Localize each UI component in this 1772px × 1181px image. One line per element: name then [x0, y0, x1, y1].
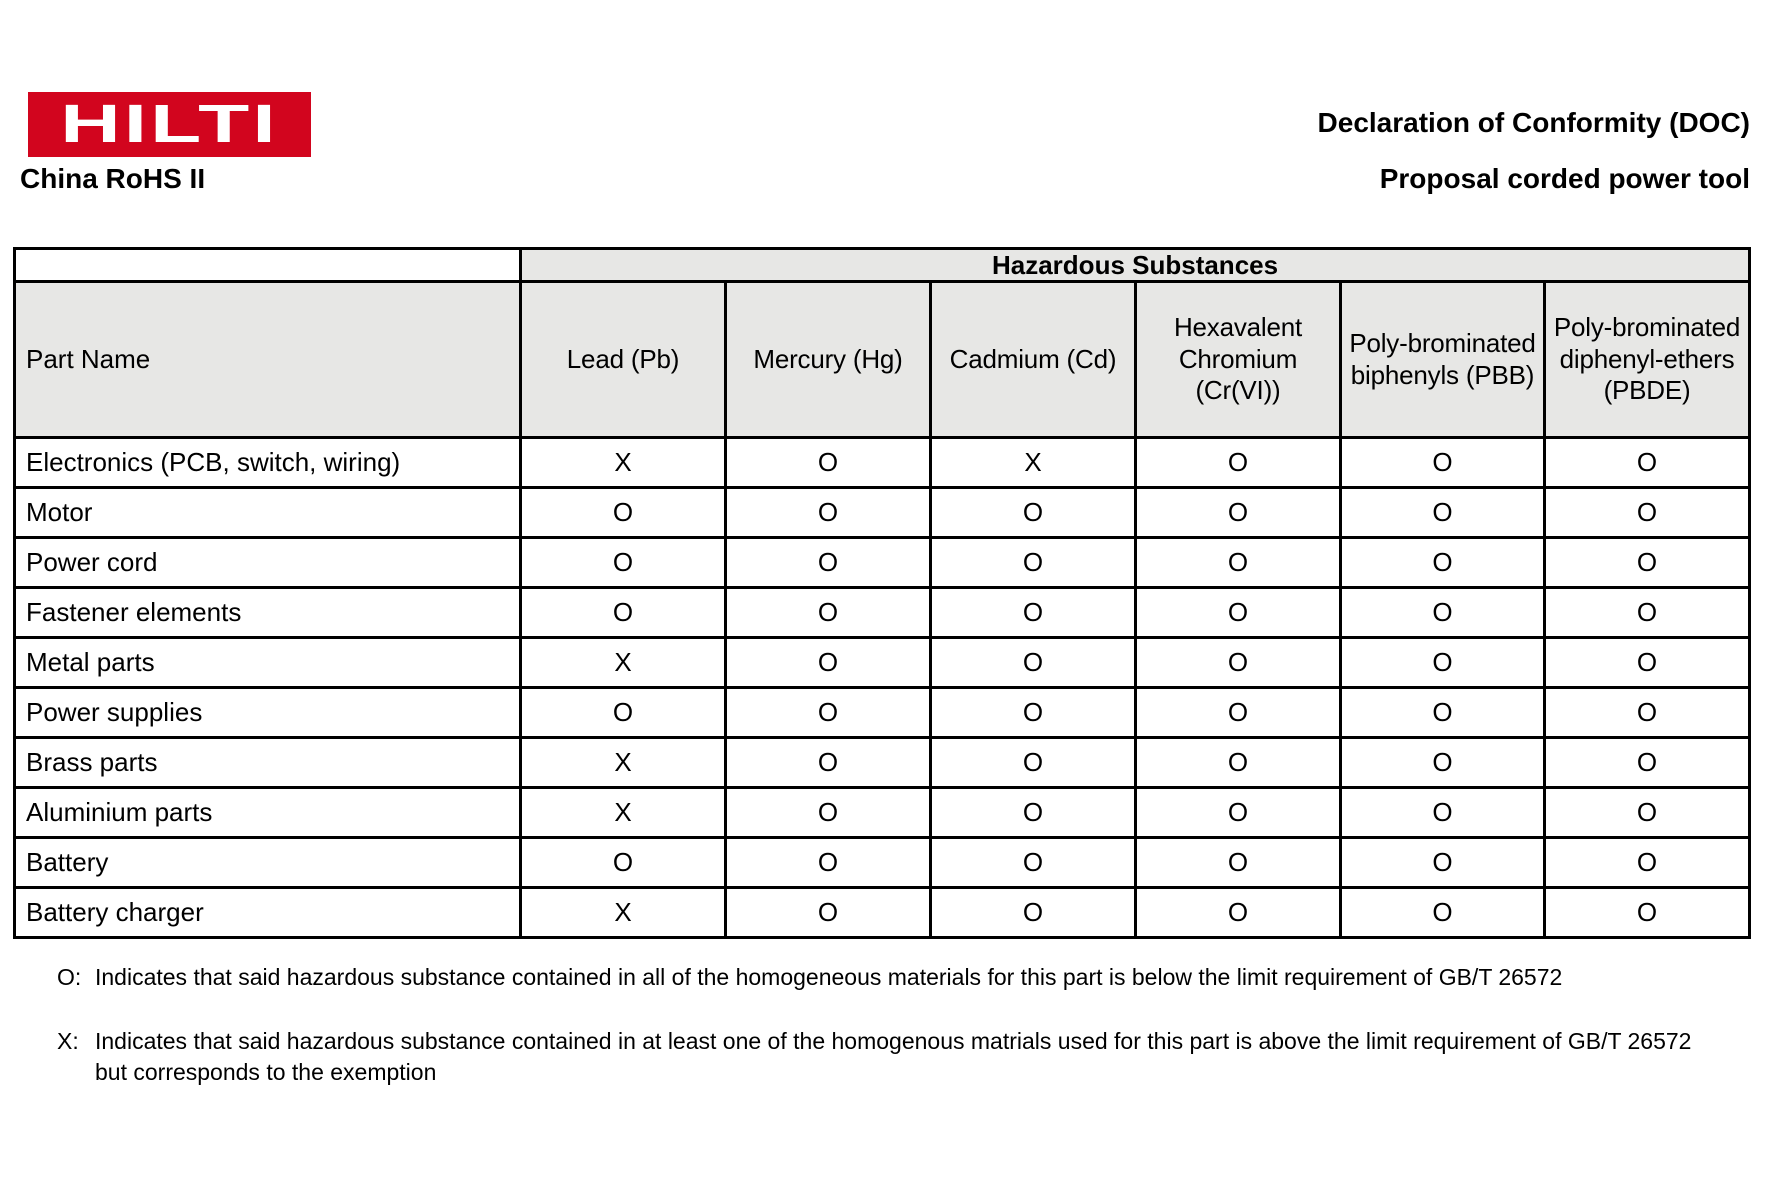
column-header-row: [15, 282, 1750, 438]
hilti-logo-text: HILTI: [60, 94, 279, 154]
substance-value-cell: O: [521, 688, 726, 738]
substance-value-cell: X: [931, 438, 1136, 488]
substance-value-cell: O: [1341, 788, 1545, 838]
table-row: [15, 588, 1750, 638]
table-row: [15, 438, 1750, 488]
table-row: [15, 488, 1750, 538]
footnotes: [57, 962, 1691, 1121]
hazardous-substances-table: [13, 247, 1751, 939]
footnote: [57, 1026, 1691, 1088]
substance-value-cell: O: [931, 488, 1136, 538]
substance-value-cell: O: [726, 438, 931, 488]
substance-header-3: Hexavalent Chromium (Cr(VI)): [1136, 282, 1341, 438]
substance-value-cell: O: [1545, 538, 1750, 588]
part-name-cell: Fastener elements: [15, 588, 521, 638]
substance-value-cell: O: [931, 788, 1136, 838]
substance-value-cell: O: [1136, 888, 1341, 938]
substance-value-cell: O: [1341, 688, 1545, 738]
substance-value-cell: O: [521, 488, 726, 538]
substance-value-cell: O: [931, 738, 1136, 788]
part-name-cell: Brass parts: [15, 738, 521, 788]
footnote-marker: X:: [57, 1028, 79, 1054]
substance-value-cell: O: [931, 638, 1136, 688]
footnote-text: Indicates that said hazardous substance contained in all of the homogeneous materials for this part is below the limit requirement of GB/T 26572: [95, 964, 1563, 990]
substance-value-cell: X: [521, 438, 726, 488]
hilti-logo: [28, 92, 311, 157]
substance-value-cell: O: [1545, 838, 1750, 888]
substance-value-cell: O: [726, 638, 931, 688]
substance-value-cell: O: [1341, 638, 1545, 688]
substance-value-cell: O: [521, 588, 726, 638]
substance-value-cell: X: [521, 788, 726, 838]
substance-value-cell: O: [1545, 438, 1750, 488]
table-row: [15, 538, 1750, 588]
part-name-cell: Motor: [15, 488, 521, 538]
substance-value-cell: O: [726, 588, 931, 638]
table-row: [15, 688, 1750, 738]
part-name-cell: Aluminium parts: [15, 788, 521, 838]
part-name-cell: Battery: [15, 838, 521, 888]
substance-header-1: Mercury (Hg): [726, 282, 931, 438]
doc-title: Declaration of Conformity (DOC): [1317, 107, 1750, 138]
footnote-text: but corresponds to the exemption: [95, 1059, 437, 1085]
substance-value-cell: O: [1136, 588, 1341, 638]
substance-value-cell: O: [726, 688, 931, 738]
table-row: [15, 888, 1750, 938]
footnote-text: Indicates that said hazardous substance contained in at least one of the homogenous matrials used for this part is above the limit requirement of GB/T 26572: [95, 1028, 1692, 1054]
substance-value-cell: O: [1545, 488, 1750, 538]
substance-value-cell: O: [931, 888, 1136, 938]
table-row: [15, 638, 1750, 688]
substance-value-cell: O: [1545, 888, 1750, 938]
substance-value-cell: O: [1545, 638, 1750, 688]
substance-value-cell: O: [1545, 688, 1750, 738]
part-name-cell: Electronics (PCB, switch, wiring): [15, 438, 521, 488]
table-row: [15, 738, 1750, 788]
substance-value-cell: O: [931, 688, 1136, 738]
substance-value-cell: O: [931, 588, 1136, 638]
substance-value-cell: O: [726, 488, 931, 538]
group-header-row: [15, 249, 1750, 282]
substance-value-cell: O: [726, 838, 931, 888]
substance-value-cell: O: [1341, 888, 1545, 938]
substance-value-cell: O: [521, 538, 726, 588]
substance-value-cell: O: [1341, 538, 1545, 588]
substance-value-cell: O: [1341, 588, 1545, 638]
table-row: [15, 838, 1750, 888]
substance-value-cell: O: [1341, 738, 1545, 788]
group-header-cell: Hazardous Substances: [521, 249, 1750, 282]
substance-value-cell: O: [1341, 838, 1545, 888]
substance-value-cell: O: [726, 888, 931, 938]
substance-header-2: Cadmium (Cd): [931, 282, 1136, 438]
subtitle-china-rohs: China RoHS II: [20, 163, 206, 194]
substance-value-cell: X: [521, 738, 726, 788]
part-name-cell: Power cord: [15, 538, 521, 588]
substance-value-cell: O: [1341, 488, 1545, 538]
substance-value-cell: O: [1136, 488, 1341, 538]
substance-value-cell: O: [726, 788, 931, 838]
substance-value-cell: O: [931, 838, 1136, 888]
part-name-cell: Metal parts: [15, 638, 521, 688]
part-name-cell: Power supplies: [15, 688, 521, 738]
substance-value-cell: O: [1136, 788, 1341, 838]
table-row: [15, 788, 1750, 838]
footnote-marker: O:: [57, 964, 82, 990]
substance-value-cell: O: [1545, 788, 1750, 838]
substance-value-cell: X: [521, 638, 726, 688]
substance-header-5: Poly-brominated diphenyl-ethers (PBDE): [1545, 282, 1750, 438]
footnote: [57, 962, 1691, 993]
substance-value-cell: X: [521, 888, 726, 938]
substance-header-0: Lead (Pb): [521, 282, 726, 438]
substance-value-cell: O: [726, 738, 931, 788]
substance-value-cell: O: [1136, 838, 1341, 888]
substance-header-4: Poly-brominated biphenyls (PBB): [1341, 282, 1545, 438]
substance-value-cell: O: [1136, 438, 1341, 488]
substance-value-cell: O: [1545, 588, 1750, 638]
substance-value-cell: O: [1341, 438, 1545, 488]
substance-value-cell: O: [1545, 738, 1750, 788]
substance-value-cell: O: [1136, 638, 1341, 688]
spacer-cell: [15, 249, 521, 282]
part-name-header: Part Name: [15, 282, 521, 438]
substance-value-cell: O: [1136, 688, 1341, 738]
substance-value-cell: O: [1136, 538, 1341, 588]
part-name-cell: Battery charger: [15, 888, 521, 938]
substance-value-cell: O: [931, 538, 1136, 588]
substance-value-cell: O: [1136, 738, 1341, 788]
substance-value-cell: O: [726, 538, 931, 588]
subtitle-proposal: Proposal corded power tool: [1379, 163, 1750, 194]
substance-value-cell: O: [521, 838, 726, 888]
